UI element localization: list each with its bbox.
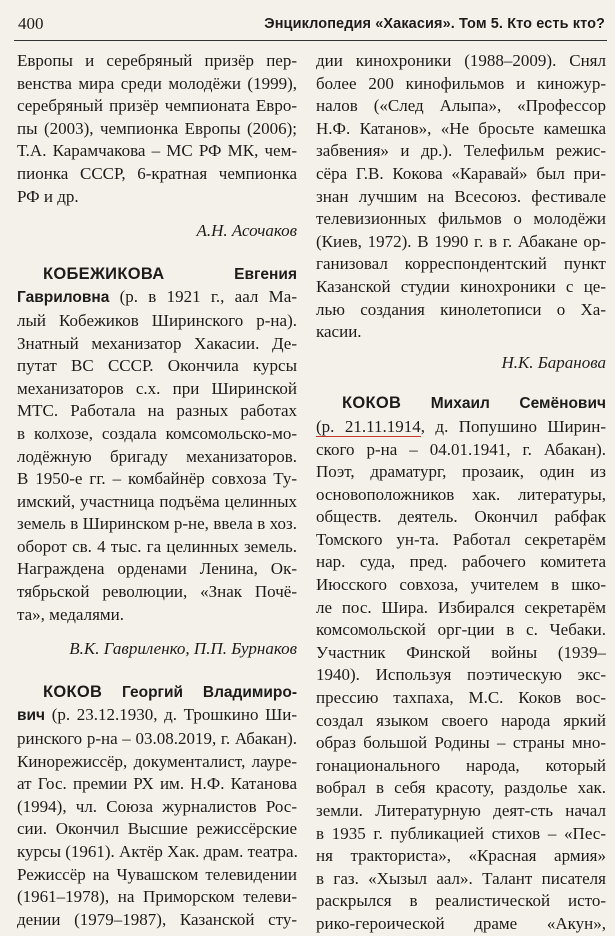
text-line: Июсского совхоза, учителем в шко- (316, 575, 606, 595)
text-line: (Киев, 1972). В 1990 г. в г. Абакане ор- (316, 231, 606, 251)
entry-heading-line (17, 263, 297, 287)
entry-author: А.Н. Асочаков (196, 221, 297, 241)
text-line: Кинорежиссёр, документалист, лауре- (17, 751, 297, 771)
entry-name: Георгий Владимиро- (122, 683, 298, 701)
entry-headword: КОБЕЖИКОВА (43, 264, 165, 283)
right-column (316, 50, 606, 936)
text-line: земель в Ширинском р-не, ввела в хоз. (17, 514, 297, 534)
text-line: дии кинохроники (1988–2009). Снял (316, 51, 606, 70)
text-line: основоположников хак. литературы, (316, 484, 606, 504)
entry-name: Евгения (234, 265, 297, 283)
entry-name: Михаил Семёнович (430, 395, 606, 413)
text-line: Знатный механизатор Хакасии. Де- (17, 333, 297, 353)
entry-author: Н.К. Баранова (501, 352, 606, 372)
text-line: Томского ун-та. Работал секретарём (316, 529, 606, 549)
text-fragment: (р. в 1921 г., аал Ма- (109, 287, 297, 307)
text-line: в газ. «Хызыл аал». Талант писателя (316, 868, 606, 888)
text-fragment: (р. 23.12.1930, д. Трошкино Ши- (45, 705, 297, 725)
text-line: ского р-на – 04.01.1941, г. Абакан). (316, 439, 606, 459)
text-line: знан лучшим на Всесоюз. фестивале (316, 186, 606, 206)
text-line: ле пос. Шира. Избирался секретарём (316, 597, 606, 617)
text-line (17, 286, 297, 310)
text-line: в колхозе, создала комсомольско-мо- (17, 423, 297, 443)
text-line: Участник Финской войны (1939– (316, 642, 606, 662)
text-line: более 200 кинофильмов и киножур- (316, 73, 606, 93)
text-line: ня тракториста», «Красная армия» (316, 846, 606, 866)
text-line: курсы (1961). Актёр Хак. драм. театра. (17, 842, 298, 861)
entry-heading-line (316, 392, 606, 416)
text-line: образ большой Родины – страны мно- (316, 733, 606, 753)
text-line: дении (1979–1987), Казанской сту- (17, 909, 297, 929)
text-line: лью создания кинолетописи о Ха- (316, 299, 606, 319)
text-line: венства мира среди молодёжи (1999), (17, 73, 297, 93)
text-line: создал языком своего народа яркий (316, 710, 606, 730)
text-line: лодёжную бригаду механизаторов. (17, 446, 297, 466)
text-line: лый Кобежиков Ширинского р-на). (17, 310, 297, 330)
entry-headword: КОКОВ (43, 682, 103, 701)
text-line: ат Гос. премии РХ им. Н.Ф. Катанова (17, 774, 297, 794)
text-line: Н.Ф. Катанов», «Не бросьте камешка (316, 118, 606, 138)
text-line: серебряный призёр чемпионата Евро- (17, 96, 297, 116)
text-line (316, 416, 606, 439)
text-line: пы (2003), чемпионка Европы (2006); (17, 118, 297, 138)
text-line: Казанской студии кинохроники с це- (316, 276, 606, 296)
left-column (17, 50, 297, 931)
text-line: В 1950-е гг. – комбайнёр совхоза Ту- (17, 469, 297, 489)
entry-name: вич (17, 707, 46, 725)
text-line: та», медалями. (17, 604, 125, 624)
text-line: раскрылся в реалистической исто- (316, 891, 606, 911)
carry-over-text (17, 50, 297, 208)
entry-kobezhikova (17, 263, 297, 661)
text-line: касии. (316, 322, 362, 342)
page-header (14, 10, 607, 41)
text-line: имский, участница подъёма целинных (17, 491, 297, 511)
text-line: Европы и серебряный призёр пер- (17, 51, 297, 70)
entry-name: Гавриловна (17, 289, 110, 307)
text-line: МТС. Работала на разных работах (17, 401, 297, 421)
text-line: Награждена орденами Ленина, Ок- (17, 559, 297, 579)
text-line: забвения» и др.). Телефильм режис- (316, 141, 606, 161)
text-line: тябрьской революции, «Знак Почё- (17, 582, 297, 602)
text-line: (1994), чл. Союза журналистов Рос- (17, 796, 297, 816)
text-line: механизаторов с.х. при Ширинской (17, 378, 297, 398)
text-line: оборот св. 4 тыс. га целинных земель. (17, 536, 297, 556)
text-line: вобрал в себя красоту, раздолье хак. (316, 778, 606, 798)
running-title: Энциклопедия «Хакасия». Том 5. Кто есть кто? (264, 16, 605, 32)
text-line: ганизовал корреспондентский пункт (316, 254, 606, 274)
text-line: Режиссёр на Чувашском телевидении (17, 864, 297, 884)
entry-kokov-mikhail (316, 392, 606, 935)
text-line: 1940). Используя поэтическую экс- (316, 665, 606, 685)
entry-kokov-georgiy (17, 681, 297, 932)
text-line: РФ и др. (17, 186, 79, 206)
entry-headword: КОКОВ (342, 394, 402, 413)
text-line: прессию тахпаха, М.С. Коков вос- (316, 688, 606, 708)
text-line: в 1935 г. публикацией стихов – «Пес- (316, 823, 606, 843)
text-line: гонационального народа, который (316, 755, 606, 775)
text-line: (1961–1978), на Приморском телеви- (17, 887, 297, 907)
page-number: 400 (18, 14, 44, 33)
text-line: земли. Литературную деят-сть начал (316, 801, 606, 820)
text-fragment: , д. Попушино Ширин- (420, 416, 606, 436)
text-line: сёра Г.В. Кокова «Каравай» был при- (316, 163, 606, 183)
text-line: ринского р-на – 03.08.2019, г. Абакан). (17, 729, 297, 749)
text-line: пионка СССР, 6-кратная чемпионка (17, 163, 297, 183)
text-line: сии. Окончил Высшие режиссёрские (17, 819, 297, 839)
entry-author: В.К. Гавриленко, П.П. Бурнаков (69, 639, 297, 659)
text-line: рико-героической драме «Акун», (316, 913, 606, 933)
text-line: Поэт, драматург, прозаик, один из (316, 462, 606, 482)
text-line (17, 704, 297, 728)
text-line: Т.А. Карамчакова – МС РФ МК, чем- (17, 141, 297, 161)
text-line: обществ. деятель. Окончил рабфак (316, 507, 606, 527)
text-line: путат ВС СССР. Окончила курсы (17, 356, 297, 376)
text-line: нар. суда, пред. рабочего комитета (316, 552, 606, 572)
text-line: налов («След Алыпа», «Профессор (316, 96, 606, 116)
carry-over-text (316, 50, 606, 344)
text-line: телевизионных фильмов о молодёжи (316, 209, 606, 229)
entry-heading-line (17, 681, 297, 705)
underlined-birth-date: (р. 21.11.1914 (316, 416, 421, 436)
text-line: комсомольской орг-ции в с. Чебаки. (316, 620, 606, 640)
